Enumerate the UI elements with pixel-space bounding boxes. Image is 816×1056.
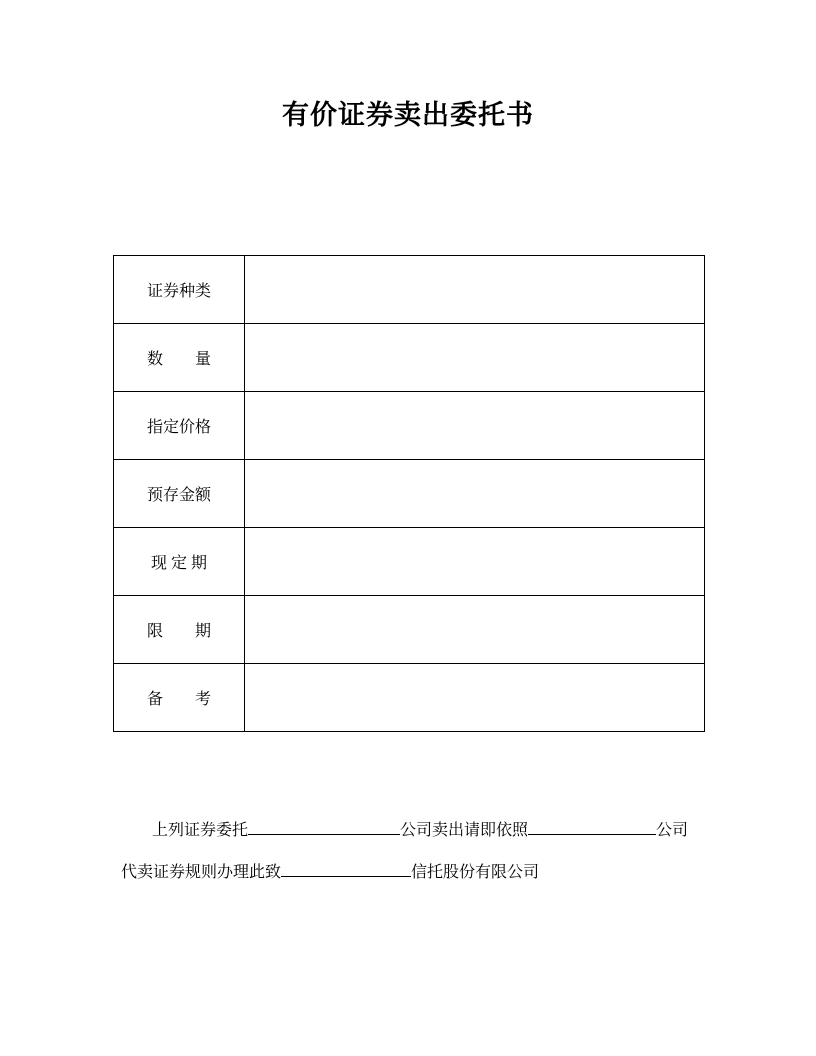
value-time-limit[interactable] [245, 596, 705, 664]
blank-trust-company[interactable] [281, 860, 411, 877]
statement-line-1 [152, 818, 688, 841]
value-specified-price[interactable] [245, 392, 705, 460]
statement-text: 公司 [656, 820, 689, 839]
form-row-remarks [114, 664, 705, 732]
document-title: 有价证券卖出委托书 [282, 100, 534, 131]
label-fixed-period: 现定期 [151, 553, 207, 572]
row-label-cell [114, 460, 245, 528]
statement-text: 信托股份有限公司 [411, 862, 540, 881]
statement-line-2 [121, 860, 539, 883]
label-remarks: 备 考 [147, 689, 211, 708]
row-label-cell [114, 664, 245, 732]
blank-agent-company[interactable] [528, 818, 656, 835]
value-fixed-period[interactable] [245, 528, 705, 596]
label-quantity: 数 量 [147, 349, 211, 368]
value-quantity[interactable] [245, 324, 705, 392]
value-deposit-amount[interactable] [245, 460, 705, 528]
blank-company-name[interactable] [248, 818, 400, 835]
row-label-cell [114, 528, 245, 596]
label-time-limit: 限 期 [147, 621, 211, 640]
form-row-deposit-amount [114, 460, 705, 528]
row-label-cell [114, 324, 245, 392]
row-label-cell [114, 256, 245, 324]
value-remarks[interactable] [245, 664, 705, 732]
label-deposit-amount: 预存金额 [147, 485, 212, 504]
statement-text: 代卖证券规则办理此致 [121, 862, 282, 881]
form-row-fixed-period [114, 528, 705, 596]
label-specified-price: 指定价格 [147, 417, 212, 436]
form-row-time-limit [114, 596, 705, 664]
form-row-specified-price [114, 392, 705, 460]
entrust-form-table [113, 255, 705, 732]
form-row-security-type [114, 256, 705, 324]
statement-text: 上列证券委托 [152, 820, 249, 839]
form-row-quantity [114, 324, 705, 392]
statement-text: 公司卖出请即依照 [400, 820, 529, 839]
row-label-cell [114, 392, 245, 460]
label-security-type: 证券种类 [147, 281, 212, 300]
row-label-cell [114, 596, 245, 664]
value-security-type[interactable] [245, 256, 705, 324]
